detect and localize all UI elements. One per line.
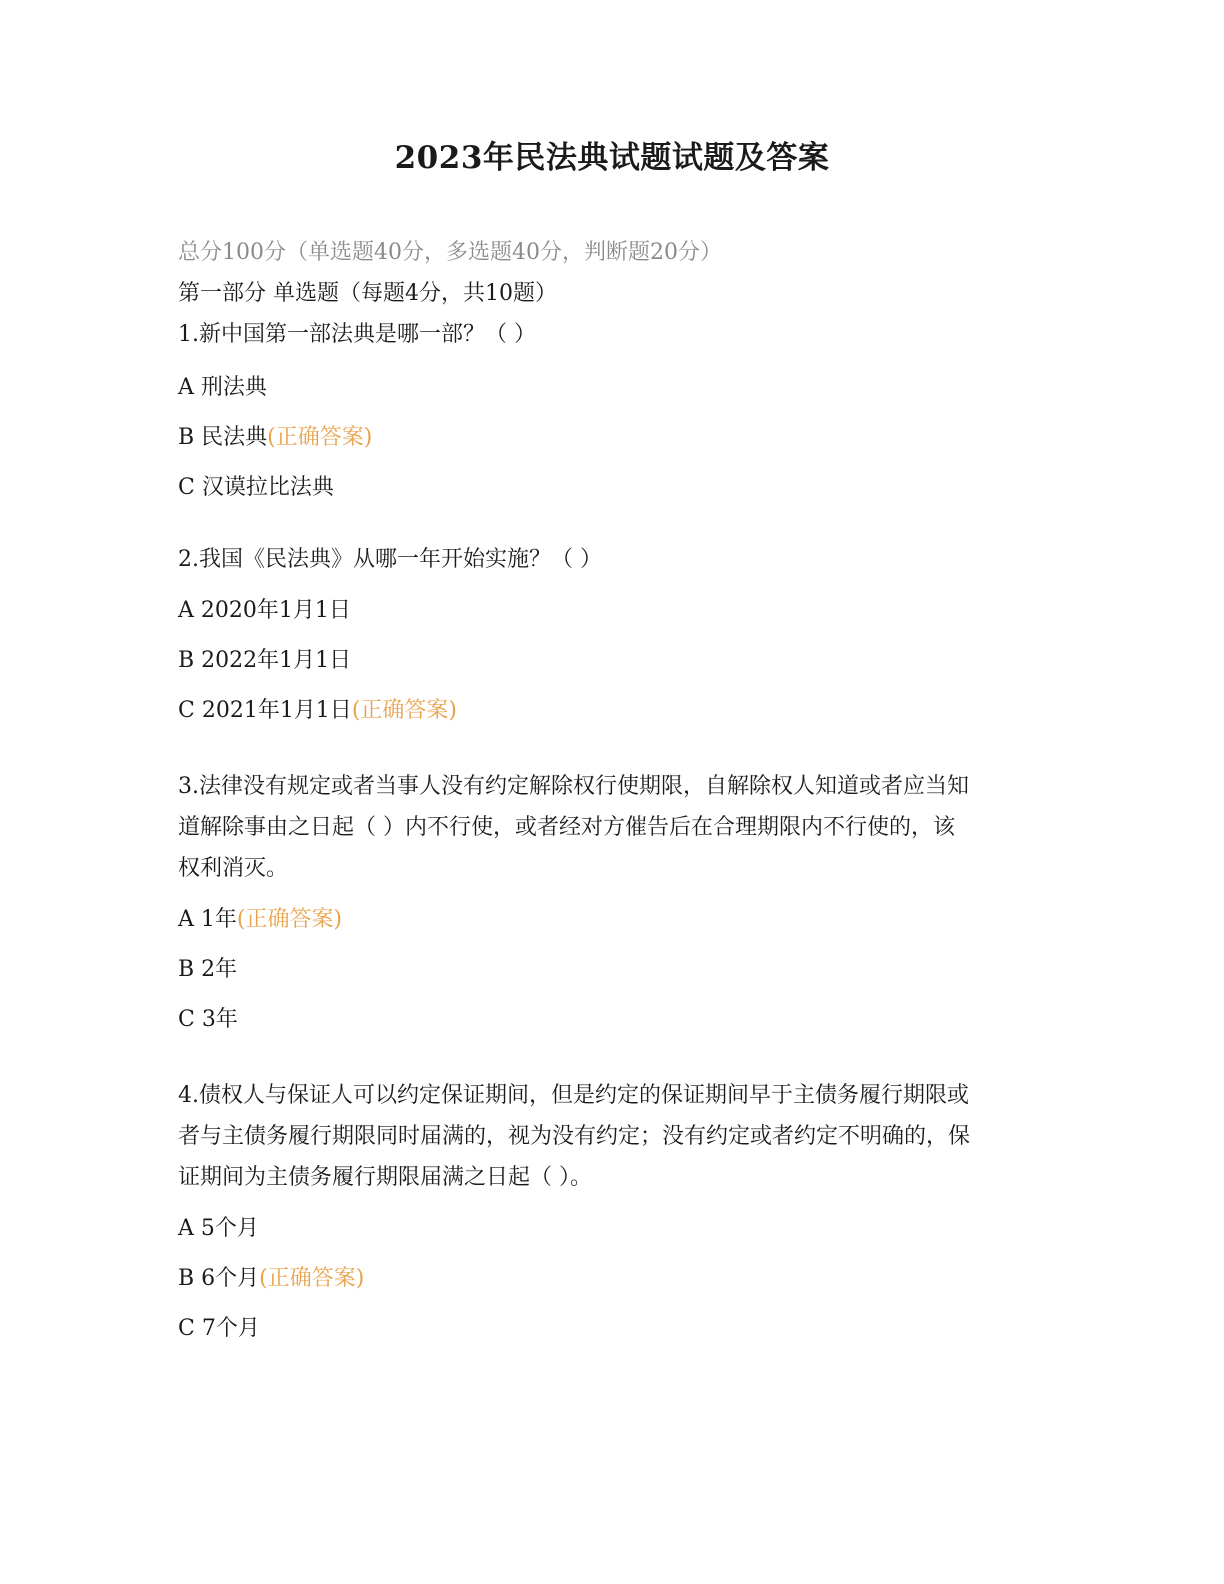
question-block (178, 766, 1048, 1045)
option-text: C 7个月 (178, 1316, 260, 1341)
option-b (178, 413, 1048, 463)
question-block (178, 539, 1048, 736)
option-a (178, 363, 1048, 413)
question-block (178, 1075, 1048, 1354)
option-a (178, 586, 1048, 636)
option-c (178, 686, 1048, 736)
option-c (178, 463, 1048, 513)
option-b (178, 945, 1048, 995)
option-text: C 2021年1月1日 (178, 698, 352, 723)
option-text: A 2020年1月1日 (178, 598, 351, 623)
question-block (178, 314, 1048, 513)
correct-answer-mark: (正确答案) (236, 907, 343, 932)
option-text: A 刑法典 (178, 375, 267, 400)
question-text-line: 4.债权人与保证人可以约定保证期间，但是约定的保证期间早于主债务履行期限或 (178, 1083, 969, 1108)
option-text: B 2年 (178, 957, 238, 982)
option-text: B 6个月 (178, 1266, 260, 1291)
correct-answer-mark: (正确答案) (351, 698, 457, 723)
question-text: 1.新中国第一部法典是哪一部？（ ） (178, 322, 536, 347)
question-text-line: 者与主债务履行期限同时届满的，视为没有约定；没有约定或者约定不明确的，保 (178, 1124, 971, 1149)
option-text: A 1年 (178, 907, 237, 932)
option-b (178, 636, 1048, 686)
option-text: C 3年 (178, 1007, 238, 1032)
option-text: C 汉谟拉比法典 (178, 475, 334, 500)
question-text: 2.我国《民法典》从哪一年开始实施？（ ） (178, 547, 602, 572)
option-a (178, 1204, 1048, 1254)
option-text: B 民法典 (178, 425, 268, 450)
section-heading: 第一部分 单选题（每题4分，共10题） (178, 281, 557, 306)
question-text-line: 道解除事由之日起（ ）内不行使，或者经对方催告后在合理期限内不行使的，该 (178, 815, 955, 840)
correct-answer-mark: (正确答案) (259, 1266, 365, 1291)
option-a (178, 895, 1048, 945)
option-text: A 5个月 (178, 1216, 259, 1241)
option-c (178, 995, 1048, 1045)
option-text: B 2022年1月1日 (178, 648, 352, 673)
option-b (178, 1254, 1048, 1304)
option-c (178, 1304, 1048, 1354)
correct-answer-mark: (正确答案) (267, 425, 373, 450)
page-title: 2023年民法典试题试题及答案 (394, 140, 830, 176)
document-body (178, 232, 1048, 1380)
question-text-line: 证期间为主债务履行期限届满之日起（ ）。 (178, 1165, 592, 1190)
question-text-line: 3.法律没有规定或者当事人没有约定解除权行使期限，自解除权人知道或者应当知 (178, 774, 969, 799)
score-summary: 总分100分（单选题40分，多选题40分，判断题20分） (178, 240, 722, 265)
question-text-line: 权利消灭。 (178, 856, 289, 881)
